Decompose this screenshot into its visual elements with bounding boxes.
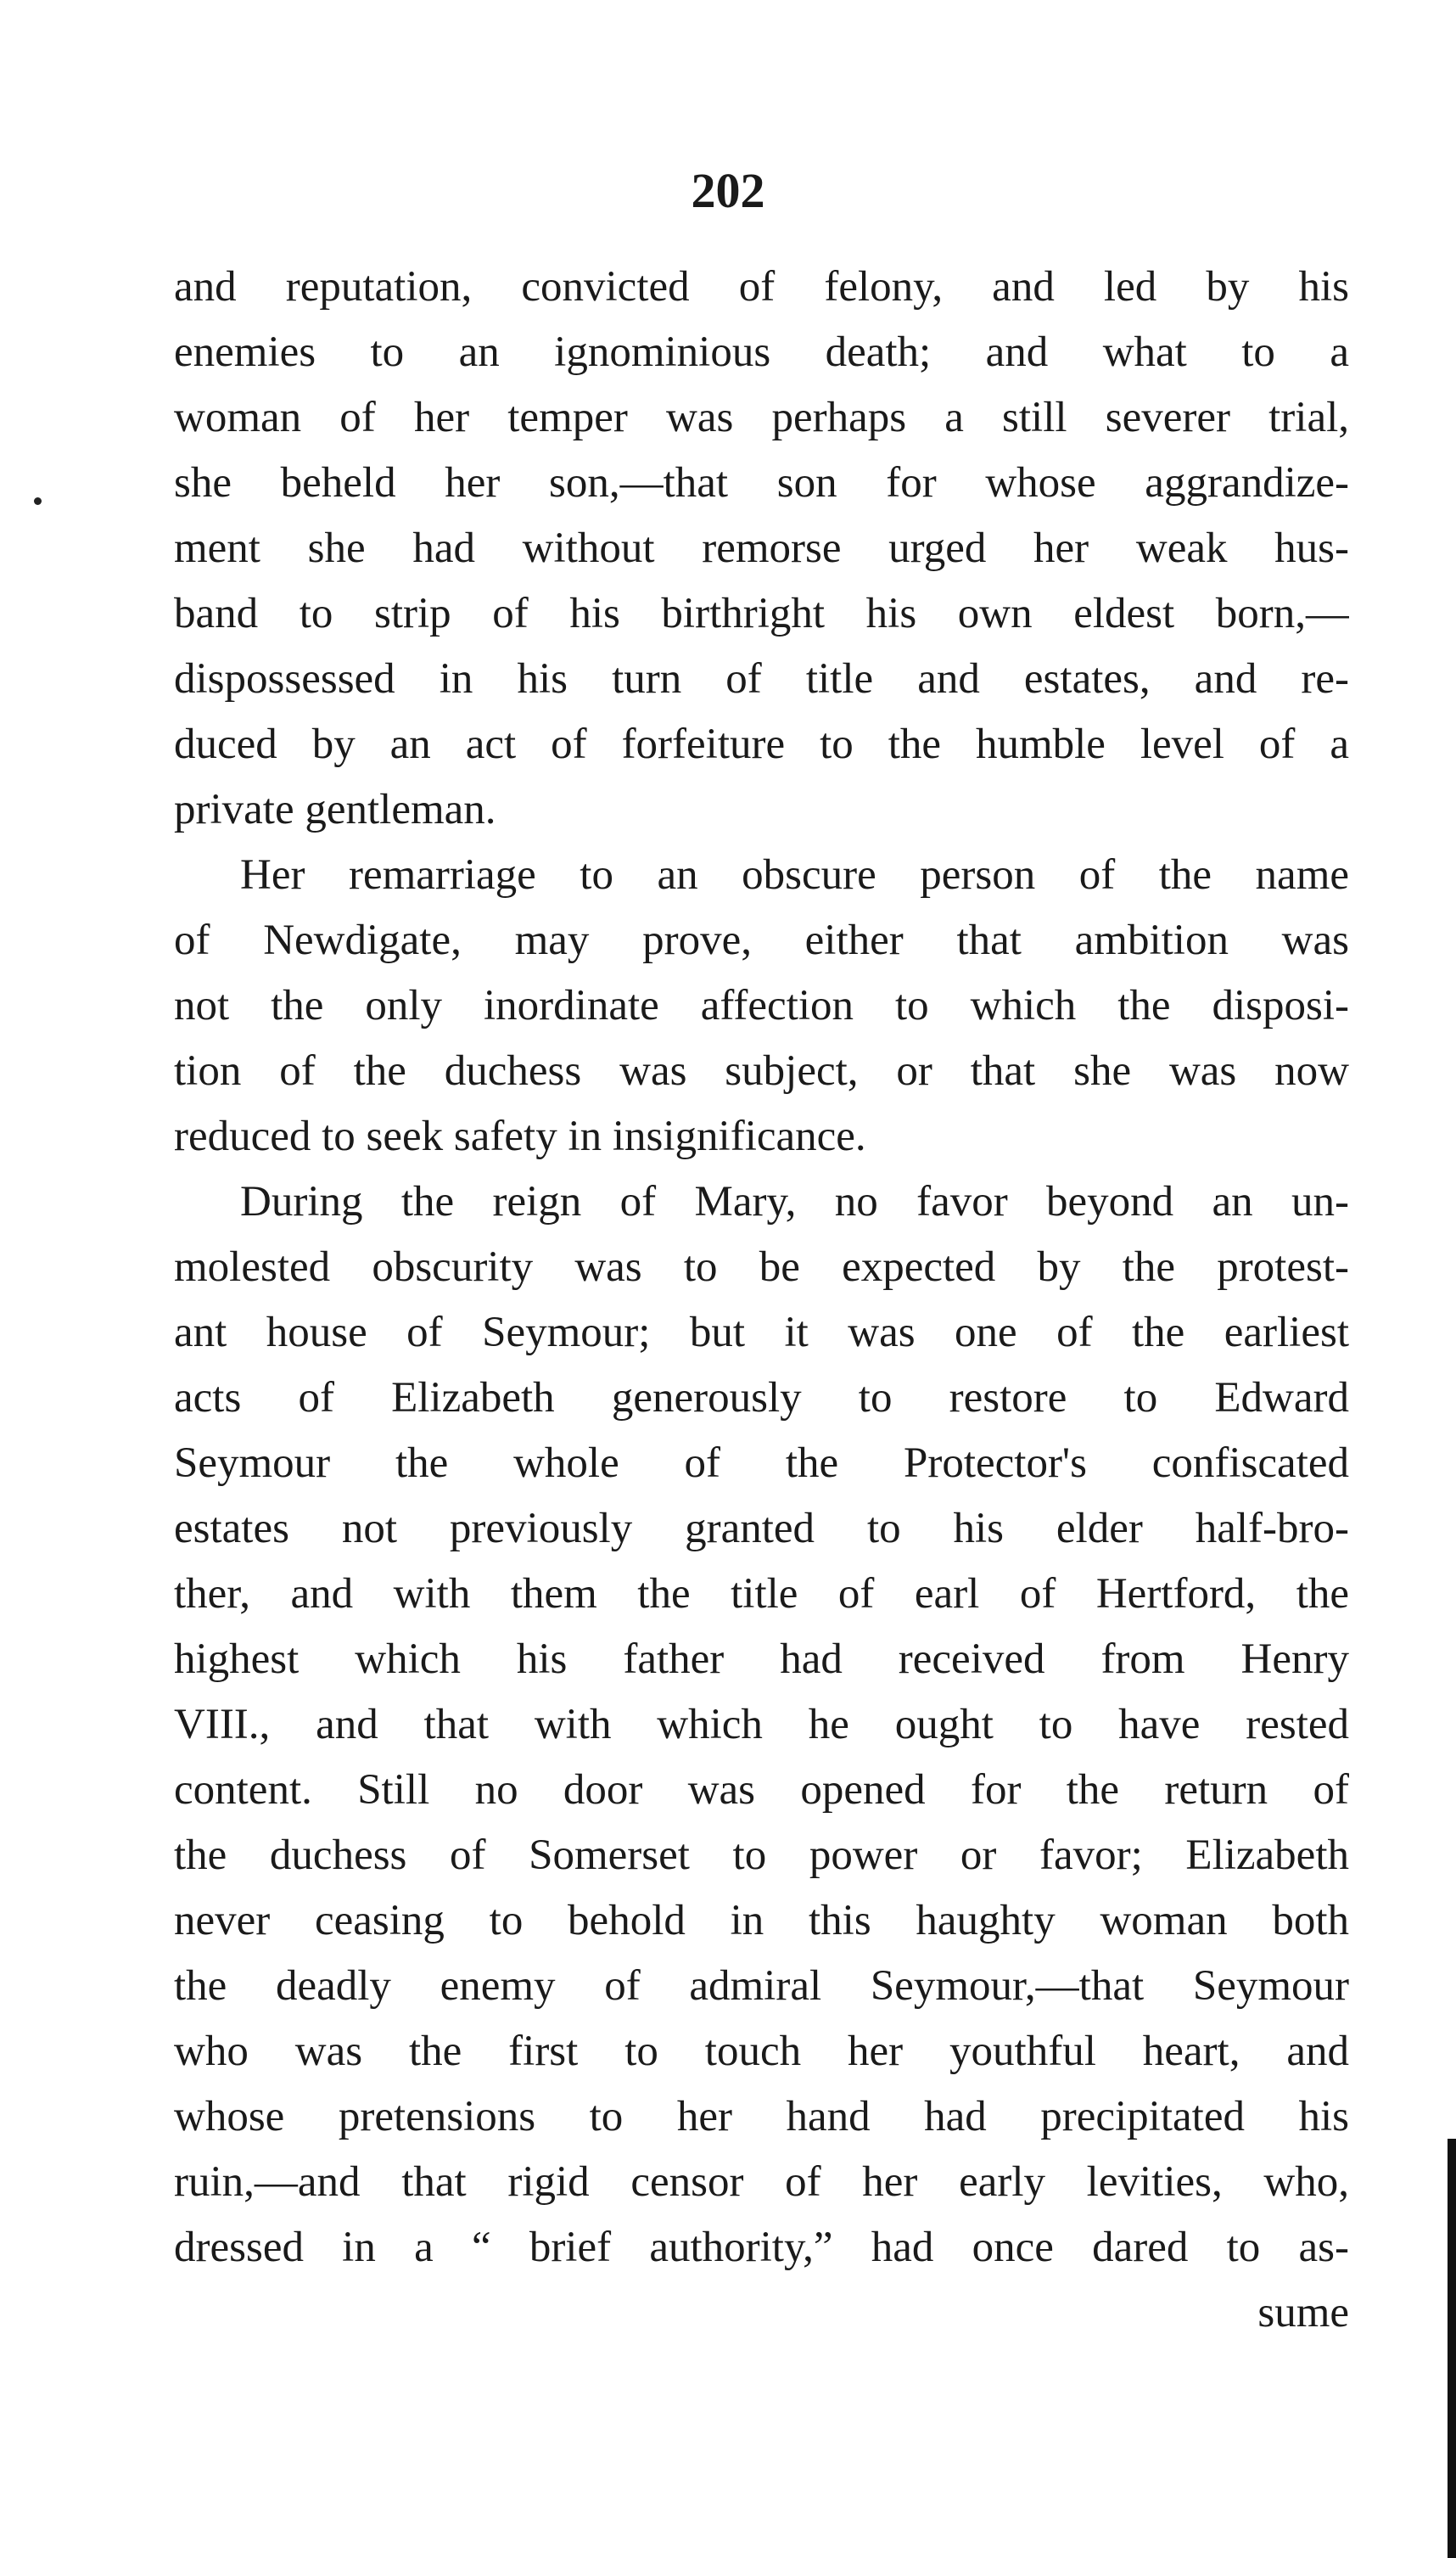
text-line: tion of the duchess was subject, or that she was now: [174, 1047, 1349, 1095]
text-line: duced by an act of forfeiture to the humble level of a: [174, 721, 1349, 768]
text-line: highest which his father had received from Henry: [174, 1635, 1349, 1683]
text-line: dressed in a “ brief authority,” had once dared to as-: [174, 2224, 1349, 2271]
text-line: enemies to an ignominious death; and what to a: [174, 328, 1349, 376]
text-line: acts of Elizabeth generously to restore to Edward: [174, 1374, 1349, 1422]
text-line: whose pretensions to her hand had precipitated his: [174, 2093, 1349, 2140]
text-line: who was the first to touch her youthful heart, and: [174, 2028, 1349, 2075]
text-line: ment she had without remorse urged her weak hus-: [174, 525, 1349, 572]
text-line: never ceasing to behold in this haughty woman both: [174, 1897, 1349, 1944]
text-line: ruin,—and that rigid censor of her early levities, who,: [174, 2158, 1349, 2206]
text-line-paragraph-start: During the reign of Mary, no favor beyond an un-: [240, 1178, 1349, 1226]
text-line: molested obscurity was to be expected by the protest-: [174, 1243, 1349, 1291]
text-line: dispossessed in his turn of title and estates, and re-: [174, 655, 1349, 703]
page-edge-shadow: [1448, 2139, 1456, 2558]
ink-speck: [34, 497, 42, 505]
text-line: content. Still no door was opened for the return of: [174, 1766, 1349, 1814]
text-line: ther, and with them the title of earl of Hertford, the: [174, 1570, 1349, 1618]
text-line: estates not previously granted to his elder half-bro-: [174, 1505, 1349, 1552]
text-line: band to strip of his birthright his own eldest born,—: [174, 590, 1349, 637]
page-number: 202: [691, 163, 765, 218]
text-line: ant house of Seymour; but it was one of the earliest: [174, 1309, 1349, 1356]
text-line: not the only inordinate affection to which the disposi-: [174, 982, 1349, 1029]
text-line-paragraph-start: Her remarriage to an obscure person of the name: [240, 851, 1349, 899]
text-line: Seymour the whole of the Protector's confiscated: [174, 1439, 1349, 1487]
text-line: the deadly enemy of admiral Seymour,—that Seymour: [174, 1962, 1349, 2010]
text-line-paragraph-end: reduced to seek safety in insignificance.: [174, 1113, 866, 1160]
text-line: of Newdigate, may prove, either that ambition was: [174, 917, 1349, 964]
text-line: VIII., and that with which he ought to have rested: [174, 1701, 1349, 1748]
text-line: woman of her temper was perhaps a still severer trial,: [174, 394, 1349, 441]
text-line: she beheld her son,—that son for whose aggrandize-: [174, 459, 1349, 507]
body-text: [174, 255, 1349, 2346]
text-line: and reputation, convicted of felony, and led by his: [174, 263, 1349, 311]
catchword: sume: [1257, 2289, 1349, 2336]
text-line-paragraph-end: private gentleman.: [174, 786, 496, 833]
text-line: the duchess of Somerset to power or favor; Elizabeth: [174, 1832, 1349, 1879]
